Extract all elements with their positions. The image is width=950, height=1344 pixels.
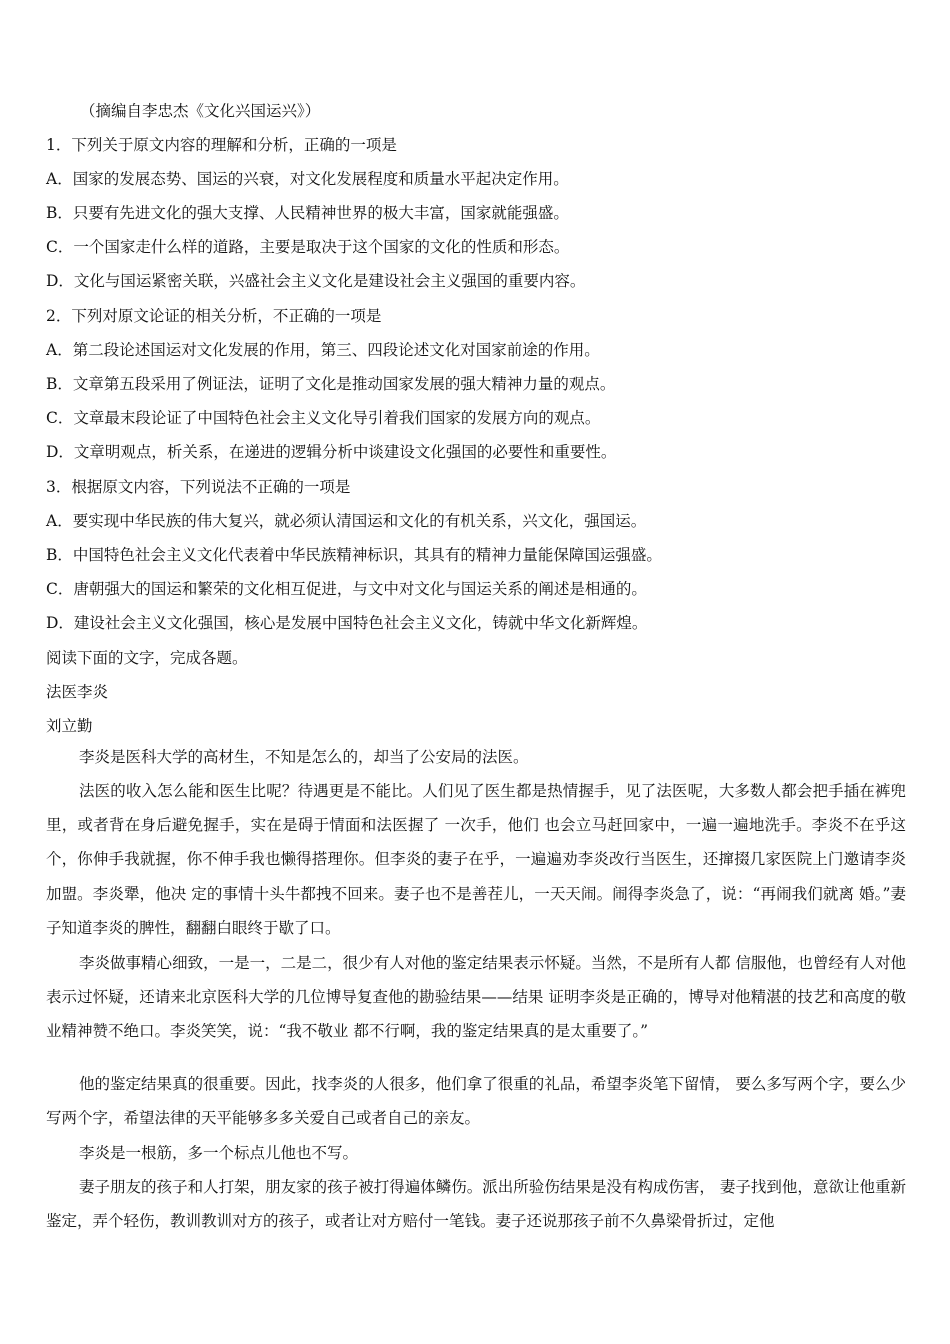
question-2-option-b: B．文章第五段采用了例证法，证明了文化是推动国家发展的强大精神力量的观点。: [46, 375, 616, 393]
story-paragraph: 李炎是一根筋，多一个标点儿他也不写。: [79, 1144, 359, 1162]
question-3-option-b: B．中国特色社会主义文化代表着中华民族精神标识，其具有的精神力量能保障国运强盛。: [46, 546, 662, 564]
question-3-stem: 3．根据原文内容，下列说法不正确的一项是: [46, 478, 351, 496]
question-1-option-b: B．只要有先进文化的强大支撑、人民精神世界的极大丰富，国家就能强盛。: [46, 204, 569, 222]
story-paragraph: 李炎做事精心细致，一是一，二是二，很少有人对他的鉴定结果表示怀疑。当然，不是所有人都 信服他，也曾经有人对他表示过怀疑，还请来北京医科大学的几位博导复查他的勘验结果——结果 证明李炎是正确的，博导对他精湛的技艺和高度的敬业精神赞不绝口。李炎笑笑，说：“我不敬业 都不行啊，我的鉴定结果真的是太重要了。”: [46, 954, 906, 1041]
question-1-option-a: A．国家的发展态势、国运的兴衰，对文化发展程度和质量水平起决定作用。: [46, 170, 569, 188]
question-1-option-d: D．文化与国运紧密关联，兴盛社会主义文化是建设社会主义强国的重要内容。: [46, 272, 586, 290]
reading-instruction: 阅读下面的文字，完成各题。: [46, 649, 248, 667]
question-1-stem: 1．下列关于原文内容的理解和分析，正确的一项是: [46, 136, 397, 154]
story-paragraph: 妻子朋友的孩子和人打架，朋友家的孩子被打得遍体鳞伤。派出所验伤结果是没有构成伤害， 妻子找到他，意欲让他重新鉴定，弄个轻伤，教训教训对方的孩子，或者让对方赔付一笔钱。妻子还说那孩子前不久鼻梁骨折过，定他: [46, 1178, 906, 1231]
question-2-option-d: D．文章明观点，析关系，在递进的逻辑分析中谈建设文化强国的必要性和重要性。: [46, 443, 617, 461]
question-2-option-c: C．文章最末段论证了中国特色社会主义文化导引着我们国家的发展方向的观点。: [46, 409, 601, 427]
question-3-option-a: A．要实现中华民族的伟大复兴，就必须认清国运和文化的有机关系，兴文化，强国运。: [46, 512, 647, 530]
story-paragraph: 法医的收入怎么能和医生比呢？待遇更是不能比。人们见了医生都是热情握手，见了法医呢，大多数人都会把手插在裤兜里，或者背在身后避免握手，实在是碍于情面和法医握了 一次手，他们 也会立马赶回家中，一遍一遍地洗手。李炎不在乎这个，你伸手我就握，你不伸手我也懒得搭理你。但李炎的妻子在乎，一遍遍劝李炎改行当医生，还撺掇几家医院上门邀请李炎加盟。李炎犟，他决 定的事情十头牛都拽不回来。妻子也不是善茬儿，一天天闹。闹得李炎急了，说：“再闹我们就离 婚。”妻子知道李炎的脾性，翻翻白眼终于歇了口。: [46, 782, 906, 937]
question-1-option-c: C．一个国家走什么样的道路，主要是取决于这个国家的文化的性质和形态。: [46, 238, 570, 256]
source-citation: （摘编自李忠杰《文化兴国运兴》）: [80, 102, 321, 120]
question-2-stem: 2．下列对原文论证的相关分析，不正确的一项是: [46, 307, 382, 325]
story-author: 刘立勤: [46, 717, 93, 735]
story-paragraph: 李炎是医科大学的高材生，不知是怎么的，却当了公安局的法医。: [79, 748, 529, 766]
question-2-option-a: A．第二段论述国运对文化发展的作用，第三、四段论述文化对国家前途的作用。: [46, 341, 600, 359]
story-paragraph: 他的鉴定结果真的很重要。因此，找李炎的人很多，他们拿了很重的礼品，希望李炎笔下留情， 要么多写两个字，要么少写两个字，希望法律的天平能够多多关爱自己或者自己的亲友。: [46, 1075, 906, 1128]
story-title: 法医李炎: [46, 683, 109, 701]
question-3-option-d: D．建设社会主义文化强国，核心是发展中国特色社会主义文化，铸就中华文化新辉煌。: [46, 614, 648, 632]
question-3-option-c: C．唐朝强大的国运和繁荣的文化相互促进，与文中对文化与国运关系的阐述是相通的。: [46, 580, 647, 598]
